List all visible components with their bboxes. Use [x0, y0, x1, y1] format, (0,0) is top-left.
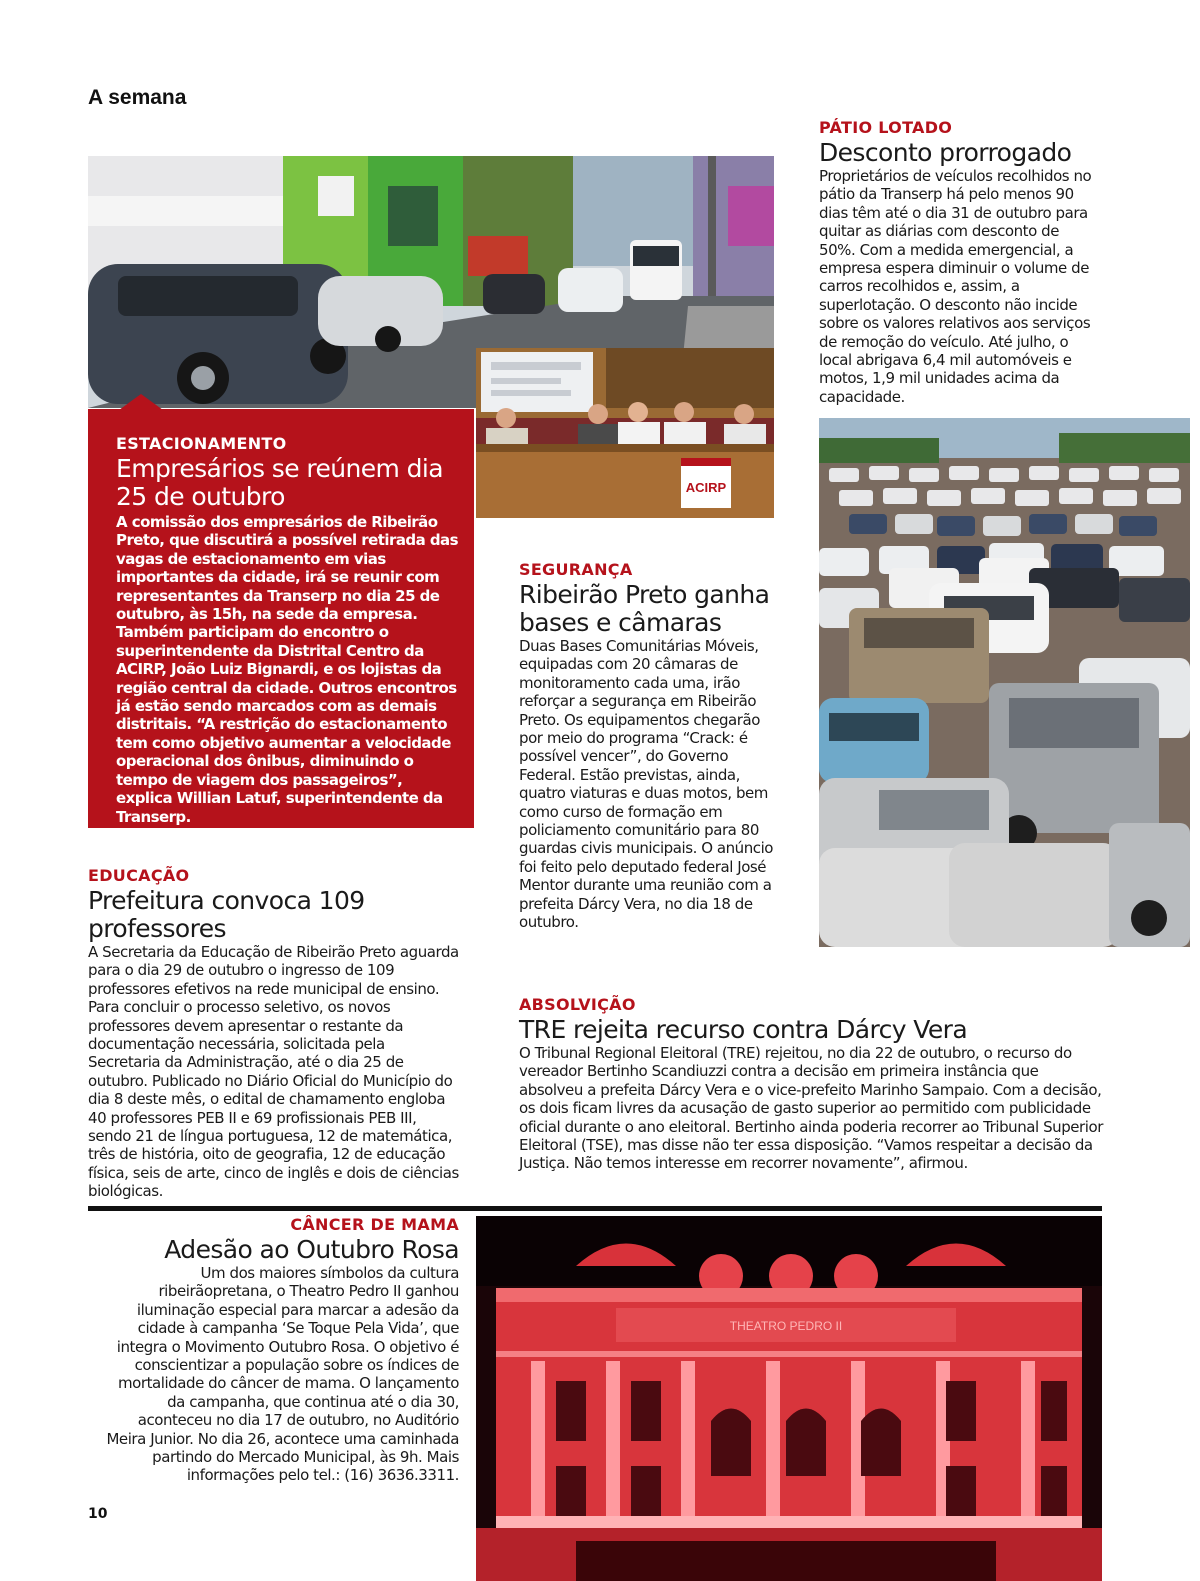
educacao-headline: Prefeitura convoca 109 professores	[88, 886, 365, 943]
acirp-sign: ACIRP	[685, 480, 727, 495]
section-rule	[88, 1206, 1102, 1211]
estacionamento-article	[116, 434, 461, 826]
patio-kicker: PÁTIO LOTADO	[819, 118, 953, 137]
meeting-photo	[476, 348, 774, 518]
absolvicao-body: O Tribunal Regional Eleitoral (TRE) rejeitou, no dia 22 de outubro, o recurso do vereador Bertinho Scandiuzzi contra a decisão em primeira instância que absolveu a prefeita Dárcy Vera e o vice-prefeito Marinho Sampaio. Com a decisão, os dois ficam livres da acusação de gasto superior ao permitido com publicidade oficial durante o ano eleitoral. Bertinho ainda poderia recorrer ao Tribunal Superior Eleitoral (TSE), mas disse não ter essa disposição. “Vamos respeitar a decisão da Justiça. Não temos interesse em recorrer novamente”, afirmou.	[519, 1044, 1103, 1173]
estacionamento-body: A comissão dos empresários de Ribeirão Preto, que discutirá a possível retirada das vagas de estacionamento em vias importantes da cidade, irá se reunir com representantes da Transerp no dia 25 de outubro, às 15h, na sede da empresa. Também participam do encontro o superintendente da Distrital Centro da ACIRP, João Luiz Bignardi, e os lojistas da região central da cidade. Outros encontros já estão sendo marcados com as demais distritais. “A restrição do estacionamento tem como objetivo aumentar a velocidade operacional dos ônibus, diminuindo o tempo de viagem dos passageiros”, explica Willian Latuf, superintendente da Transerp.	[116, 513, 458, 826]
seguranca-headline: Ribeirão Preto ganha bases e câmaras	[519, 580, 770, 637]
educacao-article	[88, 866, 460, 1201]
page-number: 10	[88, 1506, 108, 1522]
seguranca-body: Duas Bases Comunitárias Móveis, equipadas com 20 câmaras de monitoramento cada uma, irão reforçar a segurança em Ribeirão Preto. Os equipamentos chegarão por meio do programa “Crack: é possível vencer”, do Governo Federal. Estão previstas, ainda, quatro viaturas e duas motos, bem como curso de formação em policiamento comunitário para 80 guardas civis municipais. O anúncio foi feito pelo deputado federal José Mentor durante uma reunião com a prefeita Dárcy Vera, no dia 18 de outubro.	[519, 637, 774, 932]
cancer-kicker: CÂNCER DE MAMA	[290, 1215, 459, 1234]
patio-article	[819, 118, 1097, 406]
cancer-headline: Adesão ao Outubro Rosa	[164, 1235, 459, 1264]
patio-body: Proprietários de veículos recolhidos no pátio da Transerp há pelo menos 90 dias têm até o dia 31 de outubro para quitar as diárias com desconto de 50%. Com a medida emergencial, a empresa espera diminuir o volume de carros recolhidos e, assim, a superlotação. O desconto não incide sobre os valores relativos aos serviços de remoção do veículo. Até julho, o local abrigava 6,4 mil automóveis e motos, 1,9 mil unidades acima da capacidade.	[819, 167, 1092, 406]
theatre-sign: THEATRO PEDRO II	[729, 1319, 843, 1333]
seguranca-kicker: SEGURANÇA	[519, 560, 633, 579]
absolvicao-headline: TRE rejeita recurso contra Dárcy Vera	[519, 1015, 968, 1044]
absolvicao-kicker: ABSOLVIÇÃO	[519, 995, 636, 1014]
patio-headline: Desconto prorrogado	[819, 138, 1072, 167]
seguranca-article	[519, 560, 781, 932]
estacionamento-headline: Empresários se reúnem dia 25 de outubro	[116, 454, 443, 511]
red-box-tab	[119, 394, 163, 410]
theatre-photo	[476, 1216, 1102, 1581]
cancer-article	[98, 1215, 459, 1485]
absolvicao-article	[519, 995, 1104, 1173]
educacao-body: A Secretaria da Educação de Ribeirão Preto aguarda para o dia 29 de outubro o ingresso de 109 professores efetivos na rede municipal de ensino. Para concluir o processo seletivo, os novos professores devem apresentar o restante da documentação necessária, solicitada pela Secretaria da Administração, até o dia 25 de outubro. Publicado no Diário Oficial do Município do dia 8 deste mês, o edital de chamamento engloba 40 professores PEB II e 69 profissionais PEB III, sendo 21 de língua portuguesa, 12 de matemática, três de história, oito de geografia, 12 de educação física, seis de arte, cinco de inglês e dois de ciências biológicas.	[88, 943, 459, 1201]
cancer-body: Um dos maiores símbolos da cultura ribeirãopretana, o Theatro Pedro II ganhou iluminação especial para marcar a adesão da cidade à campanha ‘Se Toque Pela Vida’, que integra o Movimento Outubro Rosa. O objetivo é conscientizar a população sobre os índices de mortalidade do câncer de mama. O lançamento da campanha, que continua até o dia 30, aconteceu no dia 17 de outubro, no Auditório Meira Junior. No dia 26, acontece uma caminhada partindo do Mercado Municipal, às 9h. Mais informações pelo tel.: (16) 3636.3311.	[106, 1264, 459, 1485]
impound-lot-photo	[819, 418, 1190, 947]
educacao-kicker: EDUCAÇÃO	[88, 866, 190, 885]
section-title: A semana	[88, 86, 187, 109]
estacionamento-kicker: ESTACIONAMENTO	[116, 434, 287, 453]
